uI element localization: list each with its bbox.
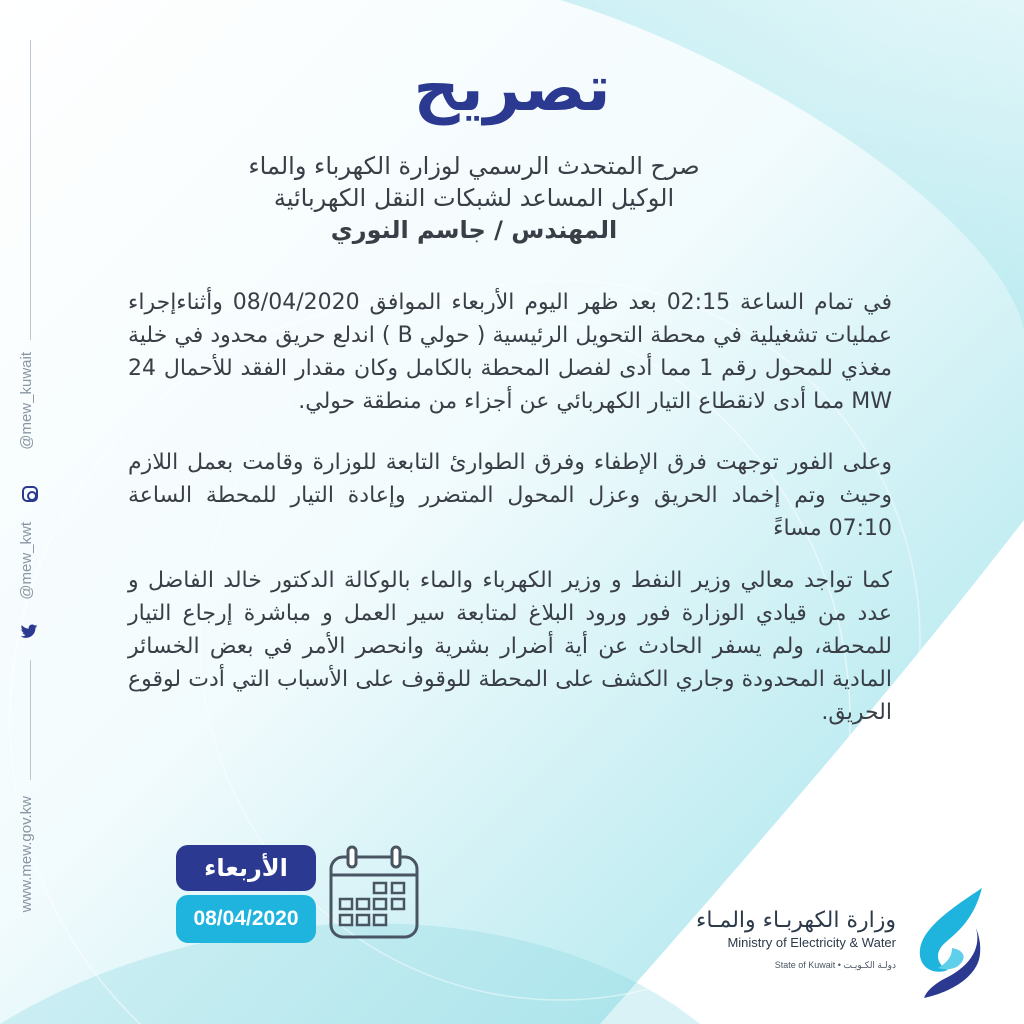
date-badge: 08/04/2020: [176, 895, 316, 943]
intro-line-2: الوكيل المساعد لشبكات النقل الكهربائية: [273, 184, 675, 212]
instagram-icon[interactable]: [22, 486, 38, 502]
statement-paragraph-1: في تمام الساعة 02:15 بعد ظهر اليوم الأربعاء الموافق 08/04/2020 وأثناءإجراء عمليات تشغيلية في محطة التحويل الرئيسية ( حولي B ) اندلع حريق محدود في خلية مغذي للمحول رقم 1 مما أدى لفصل المحطة بالكامل وكان مقدار الفقد للأحمال 24 MW مما أدى لانقطاع التيار الكهربائي عن أجزاء من منطقة حولي.: [128, 290, 892, 414]
statement-paragraph-3: كما تواجد معالي وزير النفط و وزير الكهرباء والماء بالوكالة الدكتور خالد الفاضل و عدد من قيادي الوزارة فور ورود البلاغ لمتابعة سير العمل و مباشرة إرجاع التيار للمحطة، ولم يسفر الحادث عن أية أضرار بشرية وانحصر الأمر في بعض الخسائر المادية المحدودة وجاري الكشف على المحطة للوقوف على الأسباب التي أدت لوقوع الحريق.: [128, 568, 892, 725]
ministry-brand: [696, 908, 896, 971]
ministry-logo-icon: [912, 888, 984, 998]
brand-state: State of Kuwait • دولـة الكـويـت: [774, 960, 896, 970]
spokesperson-name: المهندس / جاسم النوري: [330, 216, 618, 244]
brand-arabic: وزارة الكهربـاء والمـاء: [695, 908, 896, 933]
twitter-handle[interactable]: @mew_kwt: [18, 522, 35, 600]
brand-english: Ministry of Electricity & Water: [727, 935, 896, 950]
twitter-icon[interactable]: [20, 624, 40, 642]
page-title: تصريح: [413, 52, 611, 126]
day-badge: الأربعاء: [176, 845, 316, 891]
statement-paragraph-2: وعلى الفور توجهت فرق الإطفاء وفرق الطوارئ التابعة للوزارة وقامت بعمل اللازم وحيث وتم إخماد الحريق وعزل المحول المتضرر وإعادة التيار للمحطة الساعة 07:10 مساءً: [128, 450, 892, 541]
side-divider-mid: [30, 660, 31, 780]
intro-line-1: صرح المتحدث الرسمي لوزارة الكهرباء والماء: [248, 152, 700, 180]
instagram-handle[interactable]: @mew_kuwait: [18, 352, 35, 450]
website-link[interactable]: www.mew.gov.kw: [18, 796, 35, 913]
calendar-icon: [328, 845, 420, 941]
intro-block: [194, 150, 754, 246]
